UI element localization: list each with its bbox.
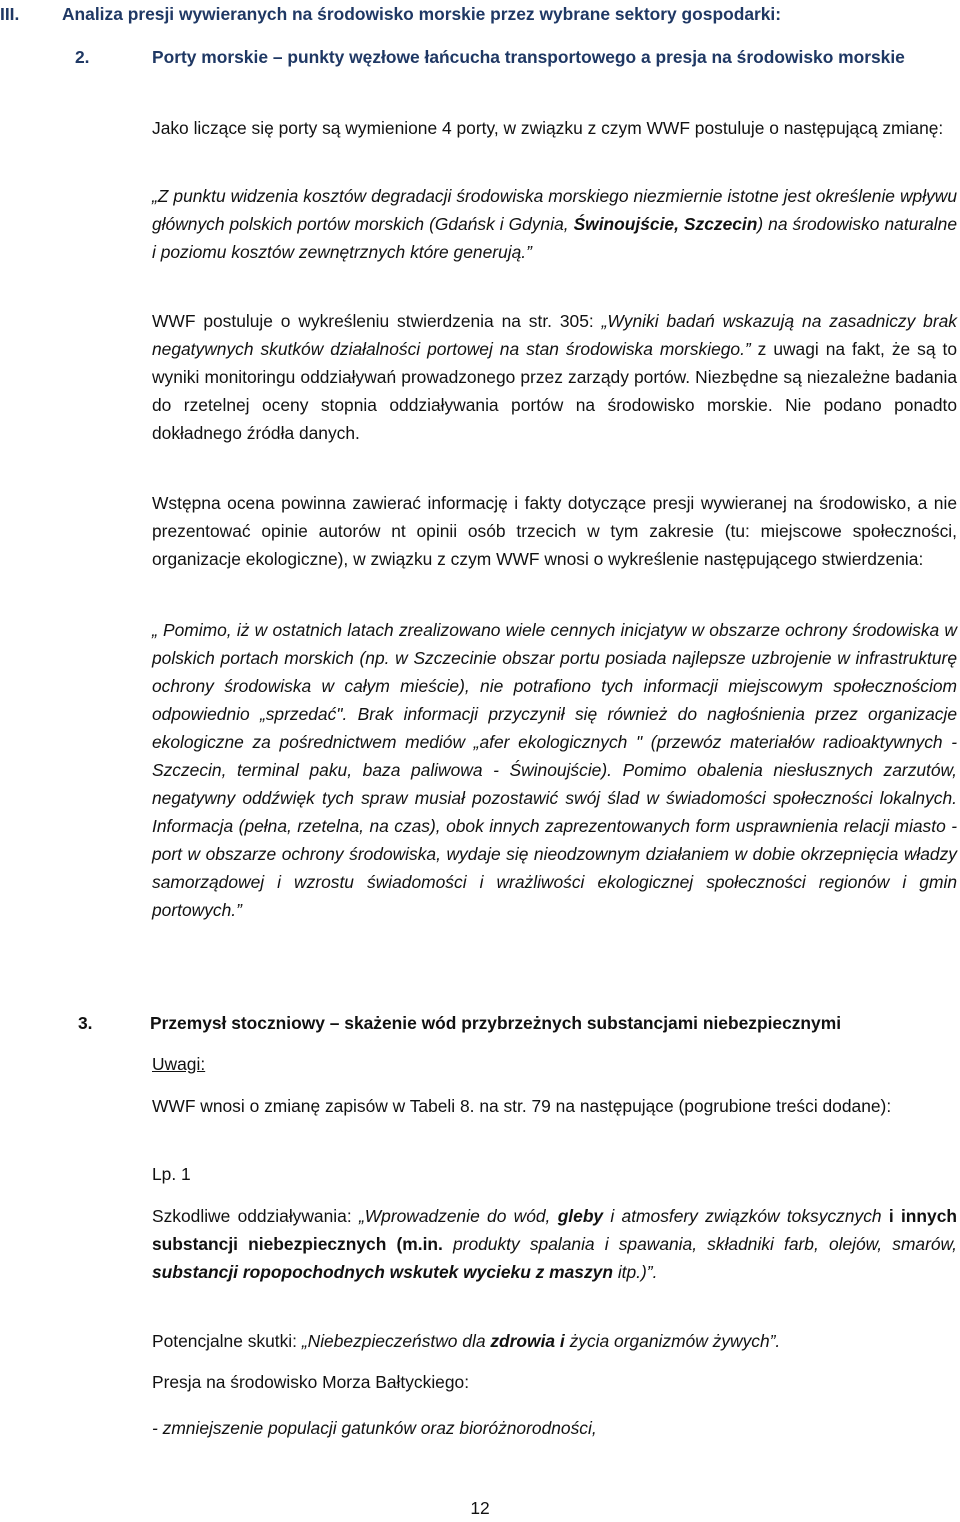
- quote-1-text-a: „Z punktu widzenia kosztów degradacji środowiska morskiego niezmiernie istotne jest określenie wpływu głównych polskich portów morskich (Gdańsk i Gdynia,: [152, 186, 957, 234]
- page-number: 12: [470, 1498, 490, 1518]
- quote-paragraph-1: [152, 182, 957, 266]
- notes-label: Uwagi:: [152, 1054, 206, 1074]
- quote-1-text-b: ) na środowisko naturalne i poziomu kosztów zewnętrznych które generują.”: [152, 214, 957, 262]
- harmful-effects-text-c: produkty spalania i spawania, składniki farb, olejów, smarów,: [442, 1234, 957, 1254]
- potential-effects-paragraph: [152, 1327, 957, 1355]
- intro-paragraph: Jako liczące się porty są wymienione 4 porty, w związku z czym WWF postuluje o następującą zmianę:: [152, 118, 944, 138]
- assessment-paragraph: Wstępna ocena powinna zawierać informację i fakty dotyczące presji wywieranej na środowisko, a nie prezentować opinie autorów nt opinii osób trzecich w tym zakresie (tu: miejscowe społeczności, organizacje ekologiczne), w związku z czym WWF wnosi o wykreślenie następującego stwierdzenia:: [152, 493, 957, 569]
- section-heading: Analiza presji wywieranych na środowisko morskie przez wybrane sektory gospodarki:: [62, 4, 782, 24]
- strike-request-text-a: WWF postuluje o wykreśleniu stwierdzenia na str. 305:: [152, 311, 602, 331]
- quote-1-port-names: Świnoujście, Szczecin: [573, 214, 758, 234]
- harmful-effects-text-d: itp.)”.: [612, 1262, 658, 1282]
- strike-request-quote: „Wyniki badań wskazują na zasadniczy brak negatywnych skutków działalności portowej na stan środowiska morskiego.”: [152, 311, 957, 359]
- potential-effects-label: Potencjalne skutki:: [152, 1331, 302, 1351]
- harmful-effects-bold-b: i innych substancji niebezpiecznych (m.in.: [152, 1206, 958, 1254]
- harmful-effects-paragraph: [152, 1202, 957, 1286]
- baltic-pressure-label: Presja na środowisko Morza Bałtyckiego:: [152, 1372, 470, 1392]
- harmful-effects-bold-c: substancji ropopochodnych wskutek wycieku z maszyn: [152, 1262, 613, 1282]
- quote-paragraph-2: „ Pomimo, iż w ostatnich latach zrealizowano wiele cennych inicjatyw w obszarze ochrony środowiska w polskich portach morskich (np. w Szczecinie obszar portu posiada najlepsze uzbrojenie w infrastrukturę ochrony środowiska w całym mieście), nie potrafiono tych informacji miejscowym społecznościom odpowiednio „sprzedać". Brak informacji przyczynił się również do nagłośnienia przez organizacje ekologiczne za pośrednictwem mediów „afer ekologicznych " (przewóz materiałów radioaktywnych - Szczecin, terminal paku, baza paliwowa - Świnoujście). Pomimo obalenia niesłusznych zarzutów, negatywny oddźwięk tych spraw musiał pozostawić swój ślad w świadomości społeczności lokalnych. Informacja (pełna, rzetelna, na czas), obok innych zaprezentowanych form usprawnienia relacji miasto - port w obszarze ochrony środowiska, wydaje się nieodzownym działaniem w dobie okrzepnięcia władzy samorządowej i wzrostu świadomości i wrażliwości ekologicznej społeczności regionów i gmin portowych.”: [152, 620, 957, 920]
- baltic-pressure-item: - zmniejszenie populacji gatunków oraz bioróżnorodności,: [152, 1418, 597, 1438]
- subsection-2-number: 2.: [75, 47, 90, 67]
- section-number: III.: [0, 4, 20, 24]
- subsection-2-heading: Porty morskie – punkty węzłowe łańcucha transportowego a presja na środowisko morskie: [152, 47, 905, 67]
- strike-request-text-b: z uwagi na fakt, że są to wyniki monitoringu oddziaływań prowadzonego przez zarządy portów. Niezbędne są niezależne badania do rzetelnej oceny stopnia oddziaływania portów na środowisko morskie. Nie podano ponadto dokładnego źródła danych.: [152, 339, 958, 443]
- harmful-effects-text-b: i atmosfery związków toksycznych: [603, 1206, 889, 1226]
- item-number: Lp. 1: [152, 1164, 191, 1184]
- potential-effects-bold: zdrowia i: [490, 1331, 565, 1351]
- subsection-3-number: 3.: [78, 1013, 93, 1033]
- harmful-effects-text-a: „Wprowadzenie do wód,: [358, 1206, 558, 1226]
- harmful-effects-bold-a: gleby: [557, 1206, 604, 1226]
- subsection-3-heading: Przemysł stoczniowy – skażenie wód przybrzeżnych substancjami niebezpiecznymi: [150, 1013, 842, 1033]
- table-change-paragraph: WWF wnosi o zmianę zapisów w Tabeli 8. na str. 79 na następujące (pogrubione treści dodane):: [152, 1096, 892, 1116]
- potential-effects-text-a: „Niebezpieczeństwo dla: [301, 1331, 491, 1351]
- harmful-effects-label: Szkodliwe oddziaływania:: [152, 1206, 359, 1226]
- potential-effects-text-b: życia organizmów żywych”.: [564, 1331, 781, 1351]
- strike-request-paragraph: [152, 307, 957, 447]
